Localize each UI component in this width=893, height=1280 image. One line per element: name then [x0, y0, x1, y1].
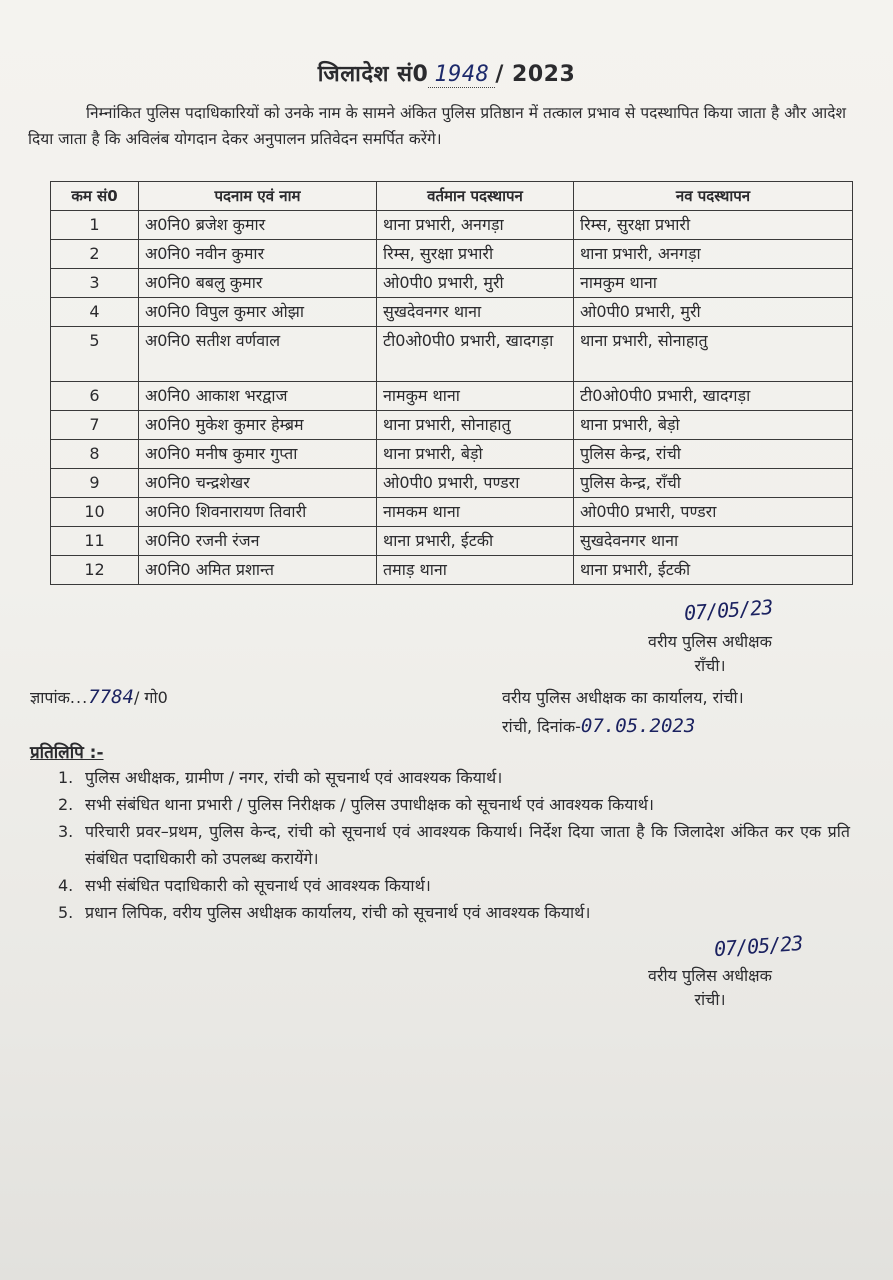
row-current-posting: थाना प्रभारी, सोनाहातु [377, 411, 574, 440]
row-serial: 6 [51, 382, 139, 411]
table-row [51, 498, 853, 527]
row-name: अ0नि0 मुकेश कुमार हेम्ब्रम [139, 411, 377, 440]
row-new-posting: थाना प्रभारी, बेड़ो [574, 411, 853, 440]
issue-date: 07.05.2023 [580, 715, 696, 737]
list-item: 4. सभी संबंधित पदाधिकारी को सूचनार्थ एवं आवश्यक कियार्थ। [58, 876, 431, 895]
row-name: अ0नि0 नवीन कुमार [139, 240, 377, 269]
row-name: अ0नि0 मनीष कुमार गुप्ता [139, 440, 377, 469]
order-number: 1948 [428, 62, 495, 88]
header-new-posting: नव पदस्थापन [574, 182, 853, 211]
memo-prefix: ज्ञापांक [30, 688, 70, 707]
row-new-posting: पुलिस केन्द्र, राँची [574, 469, 853, 498]
office-block [502, 684, 744, 741]
signature-block-1 [610, 590, 810, 680]
office-line: वरीय पुलिस अधीक्षक का कार्यालय, रांची। [502, 688, 744, 707]
row-serial: 2 [51, 240, 139, 269]
signature-block-2 [610, 928, 810, 1018]
table-header-row [51, 182, 853, 211]
row-current-posting: नामकुम थाना [377, 382, 574, 411]
row-new-posting: पुलिस केन्द्र, रांची [574, 440, 853, 469]
table-row [51, 556, 853, 585]
table-row [51, 469, 853, 498]
row-serial: 9 [51, 469, 139, 498]
row-serial: 7 [51, 411, 139, 440]
row-serial: 8 [51, 440, 139, 469]
signatory-designation-1: वरीय पुलिस अधीक्षक [648, 632, 772, 651]
intro-paragraph: निम्नांकित पुलिस पदाधिकारियों को उनके नाम के सामने अंकित पुलिस प्रतिष्ठान में तत्काल प्रभाव से पदस्थापित किया जाता है और आदेश दिया जाता है कि अविलंब योगदान देकर अनुपालन प्रतिवेदन समर्पित करेंगे। [28, 104, 846, 148]
table-row [51, 440, 853, 469]
row-current-posting: ओ0पी0 प्रभारी, पण्डरा [377, 469, 574, 498]
row-name: अ0नि0 बबलु कुमार [139, 269, 377, 298]
memo-number-line: ज्ञापांक...7784/ गो0 [30, 686, 168, 708]
memo-number: 7784 [88, 686, 134, 708]
date-prefix: रांची, दिनांक- [502, 717, 581, 736]
signatory-place-1: राँची। [694, 656, 726, 675]
handwritten-signature-1: 07/05/23 [683, 594, 774, 626]
table-row [51, 382, 853, 411]
table-row [51, 327, 853, 382]
row-name: अ0नि0 सतीश वर्णवाल [139, 327, 377, 382]
header-serial: कम सं0 [51, 182, 139, 211]
row-new-posting: थाना प्रभारी, ईटकी [574, 556, 853, 585]
row-name: अ0नि0 रजनी रंजन [139, 527, 377, 556]
row-current-posting: तमाड़ थाना [377, 556, 574, 585]
list-item: 1. पुलिस अधीक्षक, ग्रामीण / नगर, रांची को सूचनार्थ एवं आवश्यक कियार्थ। [58, 768, 503, 787]
memo-suffix: / गो0 [133, 688, 168, 707]
title-suffix: / 2023 [495, 62, 576, 87]
table-row [51, 240, 853, 269]
row-serial: 5 [51, 327, 139, 382]
list-item: 5. प्रधान लिपिक, वरीय पुलिस अधीक्षक कार्यालय, रांची को सूचनार्थ एवं आवश्यक कियार्थ। [58, 903, 591, 922]
postings-table [50, 181, 853, 585]
row-current-posting: ओ0पी0 प्रभारी, मुरी [377, 269, 574, 298]
row-name: अ0नि0 चन्द्रशेखर [139, 469, 377, 498]
row-current-posting: रिम्स, सुरक्षा प्रभारी [377, 240, 574, 269]
row-current-posting: सुखदेवनगर थाना [377, 298, 574, 327]
row-serial: 4 [51, 298, 139, 327]
row-name: अ0नि0 आकाश भरद्वाज [139, 382, 377, 411]
row-current-posting: नामकम थाना [377, 498, 574, 527]
copy-to-heading: प्रतिलिपि :- [30, 743, 104, 763]
row-new-posting: नामकुम थाना [574, 269, 853, 298]
table-row [51, 411, 853, 440]
row-new-posting: सुखदेवनगर थाना [574, 527, 853, 556]
list-item: 3. परिचारी प्रवर–प्रथम, पुलिस केन्द, रांची को सूचनार्थ एवं आवश्यक कियार्थ। निर्देश दिया जाता है कि जिलादेश अंकित कर एक प्रति संबंधित पदाधिकारी को उपलब्ध करायेंगे। [58, 822, 850, 868]
row-name: अ0नि0 विपुल कुमार ओझा [139, 298, 377, 327]
header-current-posting: वर्तमान पदस्थापन [377, 182, 574, 211]
row-serial: 3 [51, 269, 139, 298]
signatory-designation-2: वरीय पुलिस अधीक्षक [648, 966, 772, 985]
table-row [51, 211, 853, 240]
row-new-posting: ओ0पी0 प्रभारी, मुरी [574, 298, 853, 327]
row-name: अ0नि0 शिवनारायण तिवारी [139, 498, 377, 527]
table-row [51, 298, 853, 327]
table-row [51, 269, 853, 298]
row-current-posting: थाना प्रभारी, बेड़ो [377, 440, 574, 469]
row-name: अ0नि0 ब्रजेश कुमार [139, 211, 377, 240]
row-new-posting: थाना प्रभारी, अनगड़ा [574, 240, 853, 269]
signatory-place-2: रांची। [694, 990, 726, 1009]
row-serial: 1 [51, 211, 139, 240]
header-name: पदनाम एवं नाम [139, 182, 377, 211]
copy-to-list [30, 764, 850, 926]
row-serial: 11 [51, 527, 139, 556]
row-new-posting: थाना प्रभारी, सोनाहातु [574, 327, 853, 382]
office-date-line [502, 712, 744, 741]
handwritten-signature-2: 07/05/23 [713, 930, 804, 962]
row-new-posting: टी0ओ0पी0 प्रभारी, खादगड़ा [574, 382, 853, 411]
row-name: अ0नि0 अमित प्रशान्त [139, 556, 377, 585]
row-serial: 12 [51, 556, 139, 585]
row-current-posting: थाना प्रभारी, अनगड़ा [377, 211, 574, 240]
row-current-posting: टी0ओ0पी0 प्रभारी, खादगड़ा [377, 327, 574, 382]
row-serial: 10 [51, 498, 139, 527]
order-title [0, 58, 893, 88]
list-item: 2. सभी संबंधित थाना प्रभारी / पुलिस निरीक्षक / पुलिस उपाधीक्षक को सूचनार्थ एवं आवश्यक कियार्थ। [58, 795, 654, 814]
row-current-posting: थाना प्रभारी, ईटकी [377, 527, 574, 556]
title-prefix: जिलादेश सं0 [317, 62, 429, 87]
row-new-posting: रिम्स, सुरक्षा प्रभारी [574, 211, 853, 240]
row-new-posting: ओ0पी0 प्रभारी, पण्डरा [574, 498, 853, 527]
table-row [51, 527, 853, 556]
